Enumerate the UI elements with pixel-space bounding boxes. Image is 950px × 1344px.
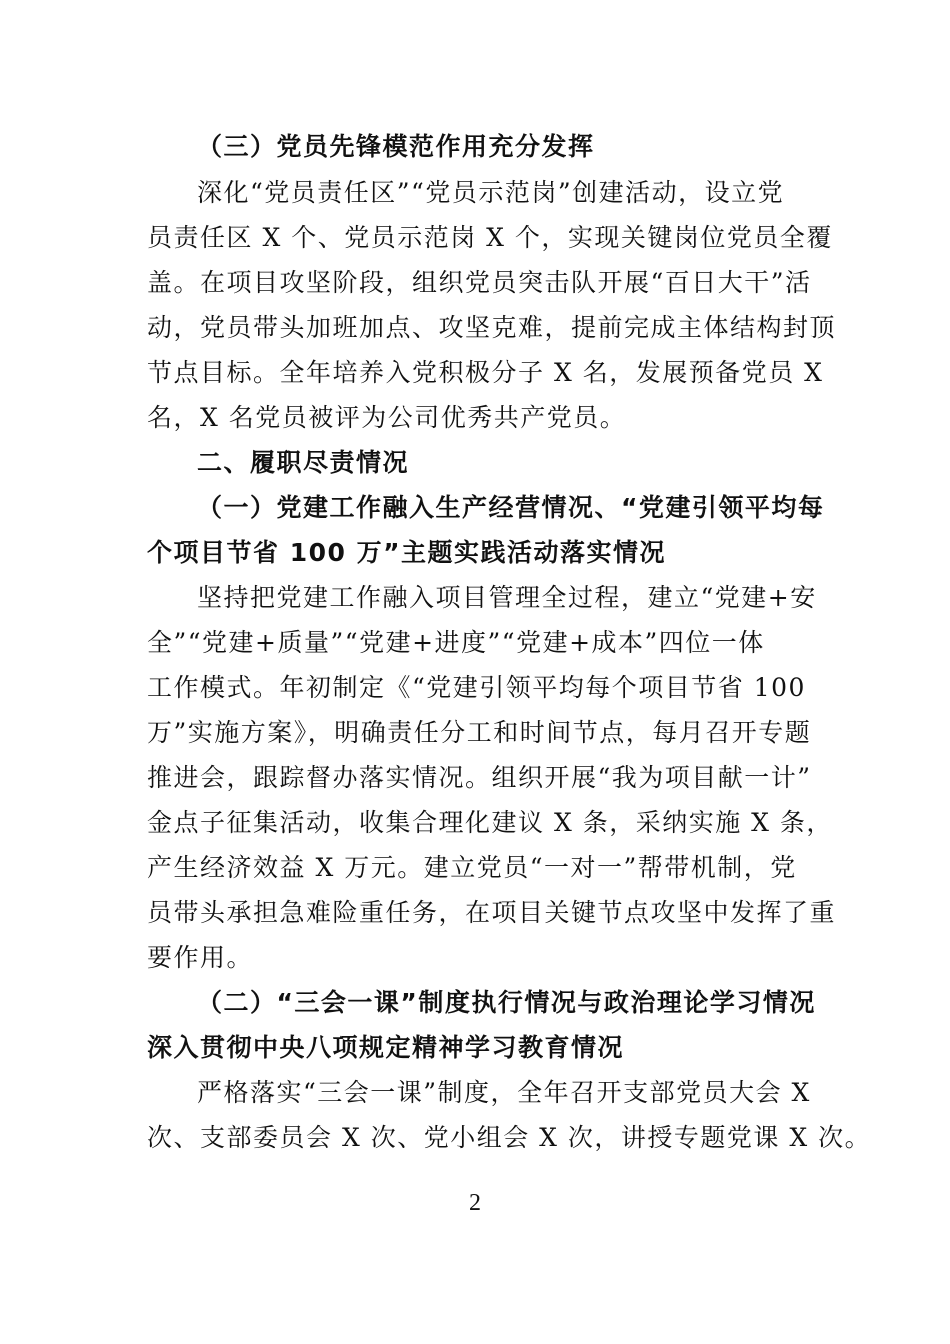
paragraph-line: 要作用。 xyxy=(147,943,254,972)
paragraph-line: 员带头承担急难险重任务，在项目关键节点攻坚中发挥了重 xyxy=(147,898,837,927)
subsection-heading-2-cont: 深入贯彻中央八项规定精神学习教育情况 xyxy=(147,1033,625,1062)
paragraph-line: 万”实施方案》，明确责任分工和时间节点，每月召开专题 xyxy=(147,718,812,747)
paragraph-line: 产生经济效益 X 万元。建立党员“一对一”帮带机制，党 xyxy=(147,853,797,882)
paragraph-line: 名，X 名党员被评为公司优秀共产党员。 xyxy=(147,403,627,432)
paragraph-line: 金点子征集活动，收集合理化建议 X 条，采纳实施 X 条， xyxy=(147,808,833,837)
paragraph-line: 次、支部委员会 X 次、党小组会 X 次，讲授专题党课 X 次。 xyxy=(147,1123,872,1152)
section-heading-2: 二、履职尽责情况 xyxy=(197,448,410,477)
subsection-heading-3: （三）党员先锋模范作用充分发挥 xyxy=(197,132,595,161)
subsection-heading-1: （一）党建工作融入生产经营情况、“党建引领平均每 xyxy=(197,493,825,522)
subsection-heading-1-cont: 个项目节省 100 万”主题实践活动落实情况 xyxy=(147,538,667,567)
paragraph-line: 坚持把党建工作融入项目管理全过程，建立“党建+安 xyxy=(197,583,817,612)
paragraph-line: 工作模式。年初制定《“党建引领平均每个项目节省 100 xyxy=(147,673,806,702)
paragraph-line: 盖。在项目攻坚阶段，组织党员突击队开展“百日大干”活 xyxy=(147,268,812,297)
paragraph-line: 深化“党员责任区”“党员示范岗”创建活动，设立党 xyxy=(197,178,785,207)
paragraph-line: 全”“党建+质量”“党建+进度”“党建+成本”四位一体 xyxy=(147,628,765,657)
paragraph-line: 节点目标。全年培养入党积极分子 X 名，发展预备党员 X xyxy=(147,358,824,387)
paragraph-line: 动，党员带头加班加点、攻坚克难，提前完成主体结构封顶 xyxy=(147,313,837,342)
paragraph-line: 推进会，跟踪督办落实情况。组织开展“我为项目献一计” xyxy=(147,763,812,792)
paragraph-line: 员责任区 X 个、党员示范岗 X 个，实现关键岗位党员全覆 xyxy=(147,223,833,252)
subsection-heading-2: （二）“三会一课”制度执行情况与政治理论学习情况 xyxy=(197,988,816,1017)
paragraph-line: 严格落实“三会一课”制度，全年召开支部党员大会 X xyxy=(197,1078,811,1107)
page-number: 2 xyxy=(469,1190,481,1216)
